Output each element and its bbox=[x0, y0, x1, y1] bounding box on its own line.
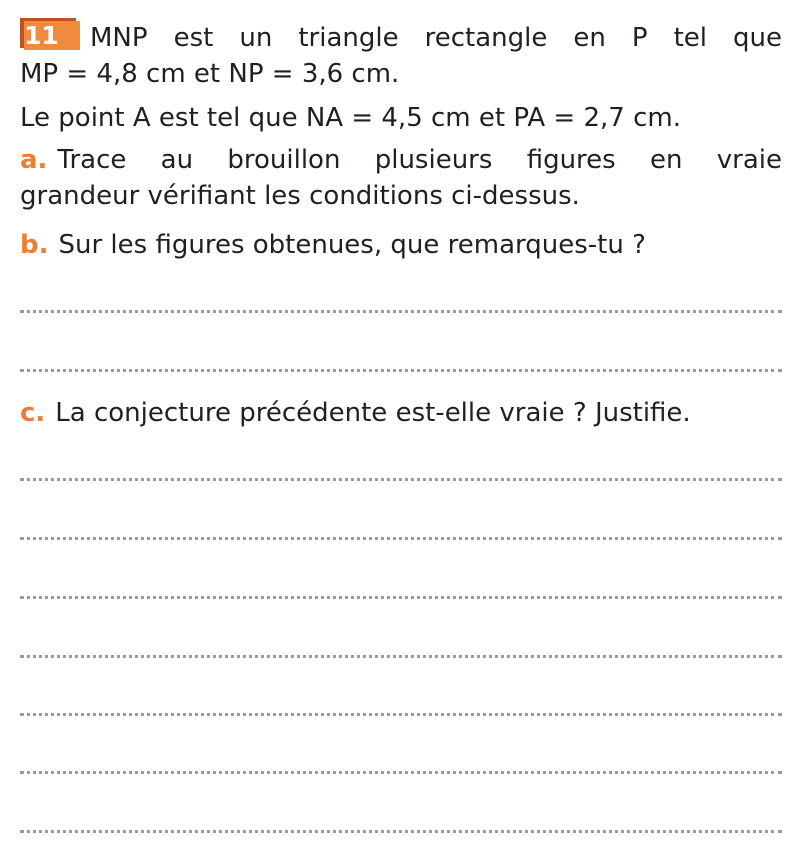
part-b-letter: b. bbox=[20, 230, 49, 260]
part-a-line-1 bbox=[20, 142, 782, 178]
part-c-text: La conjecture précédente est-elle vraie ? Justifie. bbox=[55, 398, 691, 428]
intro-line-1 bbox=[20, 18, 782, 56]
part-a-line-2: grandeur vérifiant les conditions ci-dessus. bbox=[20, 181, 580, 211]
answer-line[interactable] bbox=[20, 594, 782, 599]
answer-line[interactable] bbox=[20, 308, 782, 313]
part-b-question bbox=[20, 227, 782, 263]
answer-line[interactable] bbox=[20, 769, 782, 774]
answer-line[interactable] bbox=[20, 711, 782, 716]
part-a-text-1: Trace au brouillon plusieurs figures en vraie bbox=[57, 145, 782, 175]
exercise-number-badge bbox=[20, 18, 80, 50]
intro-line-3: Le point A est tel que NA = 4,5 cm et PA = 2,7 cm. bbox=[20, 103, 681, 133]
intro-text-1: MNP est un triangle rectangle en P tel que bbox=[90, 23, 782, 53]
exercise-number: 11 bbox=[24, 21, 80, 50]
part-b-text: Sur les figures obtenues, que remarques-tu ? bbox=[58, 230, 646, 260]
answer-line[interactable] bbox=[20, 653, 782, 658]
answer-line[interactable] bbox=[20, 476, 782, 481]
answer-line[interactable] bbox=[20, 535, 782, 540]
answer-line[interactable] bbox=[20, 367, 782, 372]
part-c-question bbox=[20, 395, 782, 431]
answer-line[interactable] bbox=[20, 828, 782, 833]
intro-line-2: MP = 4,8 cm et NP = 3,6 cm. bbox=[20, 59, 400, 89]
part-a-letter: a. bbox=[20, 145, 48, 175]
part-c-letter: c. bbox=[20, 398, 46, 428]
